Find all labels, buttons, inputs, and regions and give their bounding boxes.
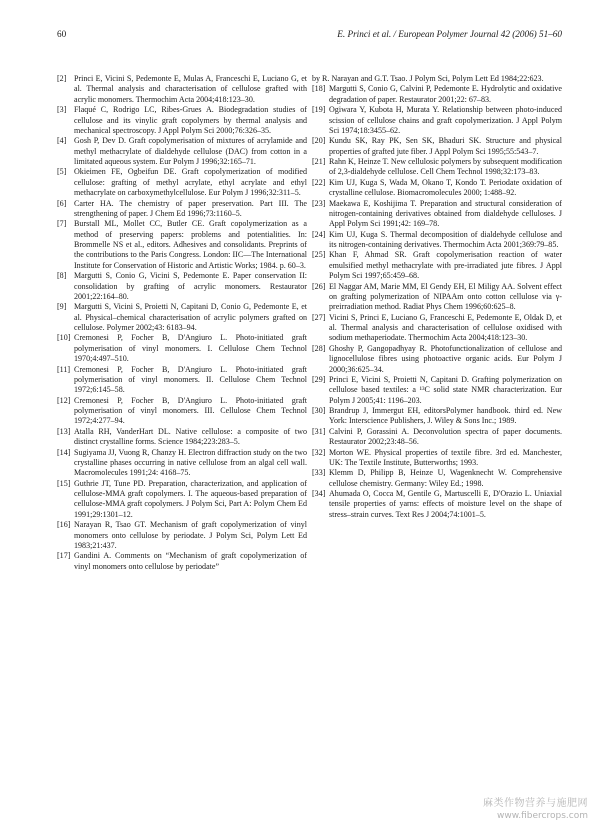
reference-number: [28] (312, 343, 326, 353)
watermark-title: 麻类作物营养与施肥网 (483, 798, 588, 809)
reference-text: Cremonesi P, Focher B, D'Angiuro L. Photo-initiated graft polymerisation of vinyl monomers. II. Cellulose Chem Technol 1972;6:145–58. (74, 364, 307, 395)
reference-number: [13] (57, 426, 71, 436)
reference-number: [20] (312, 136, 326, 146)
reference-item (57, 167, 307, 198)
reference-item (57, 520, 307, 551)
reference-item (312, 84, 562, 105)
reference-number: [15] (57, 478, 71, 488)
reference-number: [31] (312, 426, 326, 436)
reference-text: Ogiwara Y, Kubota H, Murata Y. Relationship between photo-induced scission of cellulose chains and graft copolymerization. J Appl Polym Sci 1974;18:3455–62. (329, 105, 562, 135)
reference-item (57, 136, 307, 167)
reference-text: Flaqué C, Rodrigo LC, Ribes-Grues A. Biodegradation studies of cellulose and its vinylic graft copolymers by thermal analysis and mechanical spectroscopy. J Appl Polym Sci 2000;76:326–35. (74, 105, 307, 135)
reference-text: Brandrup J, Immergut EH, editorsPolymer handbook. third ed. New York: Interscience Publishers, J. Wiley & Sons Inc.; 1989. (329, 406, 562, 426)
watermark-url: www.fibercrops.com (497, 811, 588, 821)
reference-number: [2] (57, 74, 67, 83)
reference-number: [19] (312, 105, 326, 115)
reference-number: [4] (57, 136, 67, 146)
reference-number: [21] (312, 157, 326, 166)
reference-text: Atalla RH, VanderHart DL. Native cellulose: a composite of two distinct crystalline forms. Science 1984;223:283–5. (74, 426, 307, 447)
references-left-column (57, 74, 307, 572)
reference-item (312, 157, 562, 178)
reference-text: Gandini A. Comments on “Mechanism of graft copolymerization of vinyl monomers onto cellulose by periodate” (74, 551, 307, 571)
reference-text: El Naggar AM, Marie MM, El Gendy EH, El Miligy AA. Solvent effect on grafting polymerization of NIPAAm onto cotton cellulose via γ-preirradiation method. Radiat Phys Chem 1996;60:625–8. (329, 281, 562, 312)
reference-text: Maekawa E, Koshijima T. Preparation and structural consideration of nitrogen-containing derivatives obtained from dialdehyde celluloses. J Appl Polym Sci 1991;42: 169–78. (329, 198, 562, 229)
reference-number: [7] (57, 219, 67, 229)
reference-text: Margutti S, Vicini S, Proietti N, Capitani D, Conio G, Pedemonte E, et al. Physical–chemical characterisation of acrylic polymers grafted on cellulose. Polymer 2002;43: 6183–94. (74, 302, 307, 332)
reference-item (312, 199, 562, 230)
reference-text: Klemm D, Philipp B, Heinze U, Wagenknecht W. Comprehensive cellulose chemistry. Germany: Wiley Ed.; 1998. (329, 468, 562, 488)
reference-item (57, 448, 307, 479)
reference-item (312, 313, 562, 344)
running-title: E. Princi et al. / European Polymer Journal 42 (2006) 51–60 (337, 29, 562, 39)
references-right-column (312, 74, 562, 520)
reference-text: Ghoshy P, Gangopadhyay R. Photofunctionalization of cellulose and lignocellulose fibres using photoactive organic acids. Eur Polym J 2000;36:625–34. (329, 343, 562, 374)
reference-item (57, 479, 307, 521)
reference-number: [3] (57, 105, 67, 115)
reference-number: [10] (57, 333, 71, 343)
reference-text: Margutti S, Conio G, Calvini P, Pedemonte E. Hydrolytic and oxidative degradation of paper. Restaurator 2001;22: 67–83. (329, 84, 562, 104)
reference-text: Guthrie JT, Tune PD. Preparation, characterization, and application of cellulose-MMA graft copolymers. I. The aqueous-based preparation of cellulose-MMA graft copolymers. J Polym Sci, Part A: Polym Chem Ed 1991;29:1301–12. (74, 478, 307, 519)
reference-text: Rahn K, Heinze T. New cellulosic polymers by subsequent modification of 2,3-dialdehyde cellulose. Cell Chem Technol 1998;32:173–83. (329, 157, 562, 177)
reference-text: Gosh P, Dev D. Graft copolymerisation of mixtures of acrylamide and methyl methacrylate of dialdehyde cellulose (DAC) from cotton in a limitated aqueous system. Eur Polym J 1996;32:165–71. (74, 136, 307, 166)
reference-item (312, 178, 562, 199)
reference-number: [16] (57, 520, 71, 530)
reference-text: Calvini P, Gorassini A. Deconvolution spectra of paper documents. Restaurator 2002;23:48–56. (329, 426, 562, 447)
reference-item (57, 302, 307, 333)
reference-text: Burstall ML, Mollet CC, Butler CE. Graft copolymerization as a method of preserving papers: problems and potentialities. In: Brommelle NS et al., editors. Adhesives and consolidants. Preprints of the contributions to the Paris Congress. London: IIC—The International Institute for Conservation of Historic and Artistic Works; 1984. p. 60–3. (74, 219, 307, 270)
reference-item (57, 199, 307, 220)
reference-number: [18] (312, 84, 326, 94)
reference-item (312, 468, 562, 489)
reference-item (57, 219, 307, 271)
reference-number: [30] (312, 406, 326, 415)
reference-text: Cremonesi P, Focher B, D'Angiuro L. Photo-initiated graft polymerisation of vinyl monomers. I. Cellulose Chem Technol 1970;4:497–510. (74, 333, 307, 364)
reference-item (312, 105, 562, 136)
reference-text: Okieimen FE, Ogbeifun DE. Graft copolymerization of modified cellulose: grafting of methyl acrylate, ethyl acrylate and ethyl methacrylate on carboxymethylcellulose. Eur Polym J 1996;32:311–5. (74, 167, 307, 198)
reference-item (312, 250, 562, 281)
reference-item (312, 230, 562, 251)
reference-text: Morton WE. Physical properties of textile fibre. 3rd ed. Manchester, UK: The Textile Institute, Butterworths; 1993. (329, 447, 562, 467)
reference-item (312, 489, 562, 520)
reference-number: [12] (57, 395, 71, 405)
reference-number: [26] (312, 281, 326, 291)
page-header (57, 27, 562, 41)
reference-number: [29] (312, 374, 326, 384)
reference-text: Carter HA. The chemistry of paper preservation. Part III. The strengthening of paper. J Chem Ed 1996;73:1160–5. (74, 198, 307, 218)
reference-item (312, 406, 562, 427)
reference-item (312, 448, 562, 469)
reference-item (57, 396, 307, 427)
reference-number: [33] (312, 468, 326, 478)
reference-number: [27] (312, 312, 326, 322)
reference-number: [9] (57, 302, 67, 312)
reference-item (57, 427, 307, 448)
reference-text: Narayan R, Tsao GT. Mechanism of graft copolymerization of vinyl monomers onto cellulose by periodate. J Polym Sci, Polym Lett Ed 1983;21:437. (74, 520, 307, 550)
reference-text: Vicini S, Princi E, Luciano G, Franceschi E, Pedemonte E, Oldak D, et al. Thermal analysis and characterisation of cellulose oxidised with sodium methaperiodate. Thermochim Acta 2004;418:123–30. (329, 312, 562, 343)
reference-item (312, 136, 562, 157)
reference-text: Ahumada O, Cocca M, Gentile G, Martuscelli E, D'Orazio L. Uniaxial tensile properties of yarns: effects of moisture level on the shape of stress–strain curves. Text Res J 2004;74:1001–5. (329, 489, 562, 519)
reference-text: Kim UJ, Kuga S. Thermal decomposition of dialdehyde cellulose and its nitrogen-containing derivatives. Thermochim Acta 2001;369:79–85. (329, 229, 562, 249)
reference-text: Cremonesi P, Focher B, D'Angiuro L. Photo-initiated graft polymerisation of vinyl monomers. III. Cellulose Chem Technol 1972;4:277–94. (74, 395, 307, 426)
reference-number: [11] (57, 364, 71, 374)
reference-number: [17] (57, 551, 71, 561)
reference-text: Princi E, Vicini S, Proietti N, Capitani D. Grafting polymerization on cellulose based textiles: a ¹³C solid state NMR characterization. Eur Polym J 2005;41: 1196–203. (329, 374, 562, 405)
reference-item (57, 365, 307, 396)
reference-text: Margutti S, Conio G, Vicini S, Pedemonte E. Paper conservation II: consolidation by grafting of acrylic monomers. Restaurator 2001;22:164–80. (74, 271, 307, 301)
reference-item (57, 271, 307, 302)
reference-text: Princi E, Vicini S, Pedemonte E, Mulas A, Franceschi E, Luciano G, et al. Thermal analysis and characterisation of cellulose grafted with acrylic monomers. Thermochim Acta 2004;418:123–30. (74, 74, 307, 104)
reference-item (312, 344, 562, 375)
reference-text: Kim UJ, Kuga S, Wada M, Okano T, Kondo T. Periodate oxidation of crystalline cellulose. Biomacromolecules 2000; 1:488–92. (329, 177, 562, 198)
reference-number: [23] (312, 198, 326, 208)
reference-item (57, 551, 307, 572)
reference-text: Kundu SK, Ray PK, Sen SK, Bhaduri SK. Structure and physical properties of grafted jute fiber. J Appl Polym Sci 1995;55:543–7. (329, 136, 562, 156)
reference-number: [5] (57, 167, 67, 177)
reference-continuation: by R. Narayan and G.T. Tsao. J Polym Sci, Polym Lett Ed 1984;22:623. (312, 74, 544, 83)
site-watermark (483, 798, 588, 822)
reference-number: [34] (312, 489, 326, 498)
reference-item (57, 105, 307, 136)
reference-number: [6] (57, 198, 67, 208)
reference-text: Khan F, Ahmad SR. Graft copolymerisation reaction of water emulsified methyl methacrylate with pre-irradiated jute fibres. J Appl Polym Sci 1997;65:459–68. (329, 250, 562, 281)
reference-item (57, 333, 307, 364)
reference-item (312, 282, 562, 313)
reference-item (312, 427, 562, 448)
reference-number: [32] (312, 447, 326, 457)
reference-number: [14] (57, 447, 71, 457)
reference-number: [24] (312, 229, 326, 239)
reference-number: [25] (312, 250, 326, 260)
reference-number: [8] (57, 271, 67, 281)
page-number: 60 (57, 29, 67, 39)
reference-number: [22] (312, 177, 326, 187)
reference-item (57, 74, 307, 105)
reference-item (312, 375, 562, 406)
reference-text: Sugiyama JJ, Vuong R, Chanzy H. Electron diffraction study on the two crystalline phases occurring in native cellulose from an algal cell wall. Macromolecules 1991;24: 4168–75. (74, 447, 307, 478)
